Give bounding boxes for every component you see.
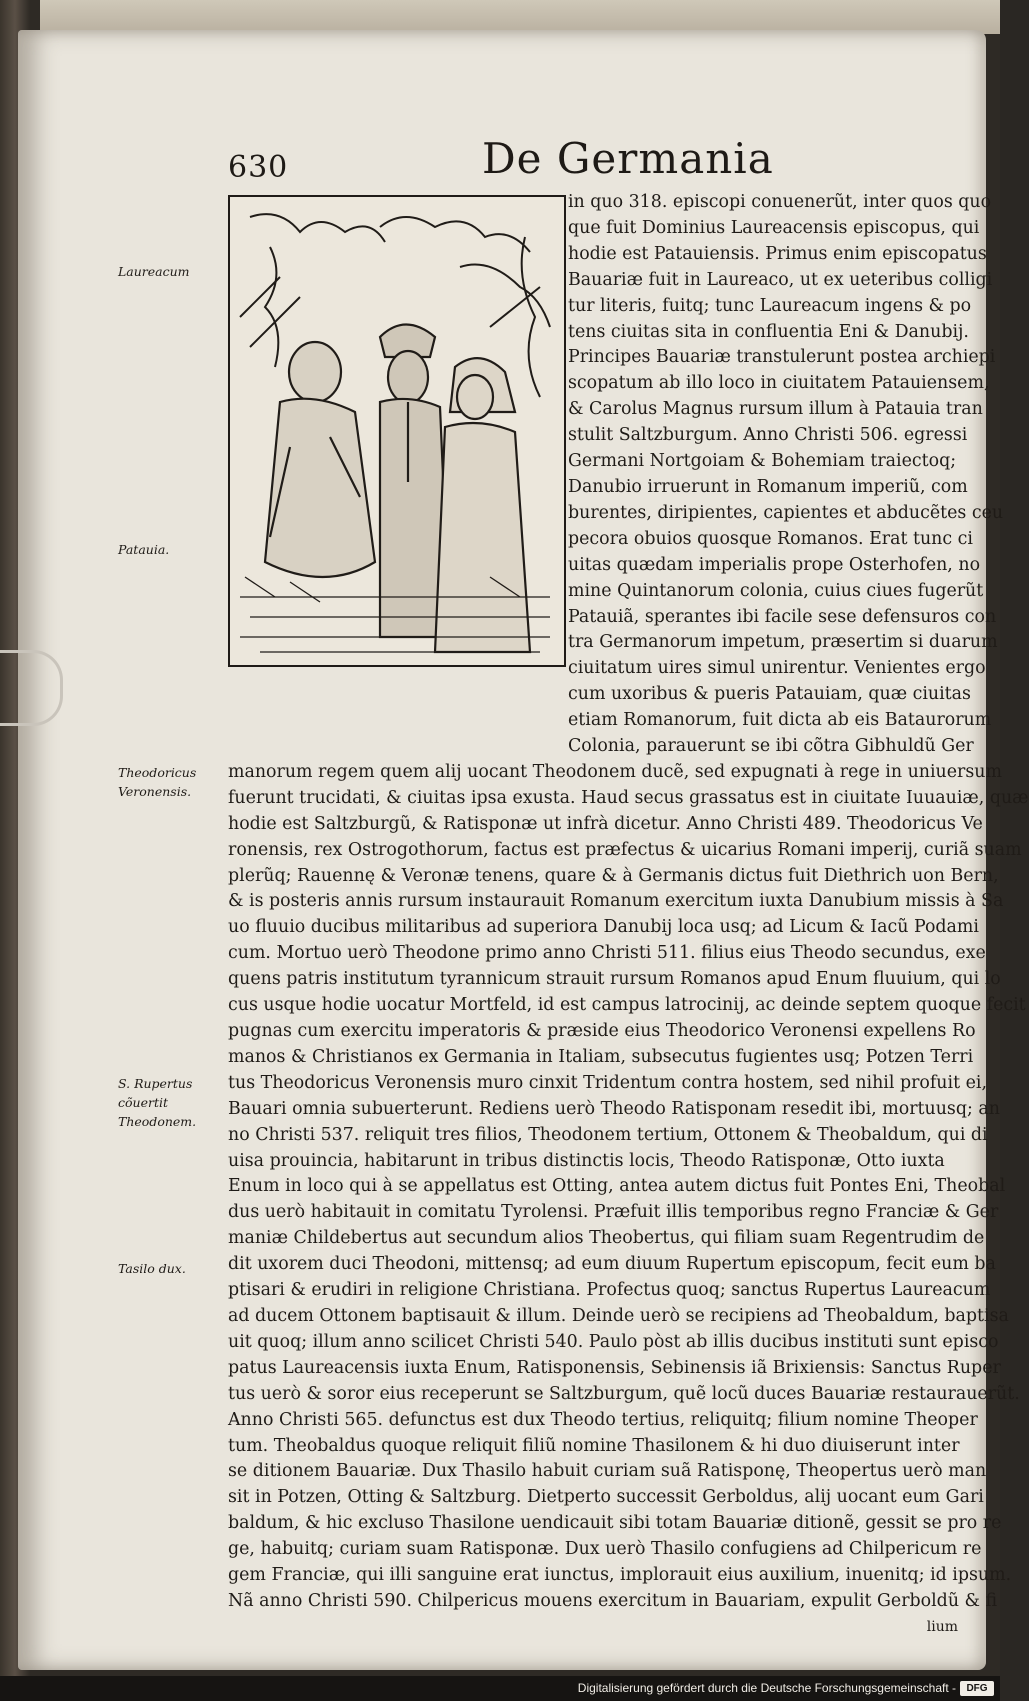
- text-line: etiam Romanorum, fuit dicta ab eis Bataurorum: [568, 710, 992, 731]
- text-line: se ditionem Bauariæ. Dux Thasilo habuit curiam suã Ratisponę, Theopertus uerò man: [228, 1461, 987, 1482]
- text-line: dit uxorem duci Theodoni, mittensq; ad eum diuum Rupertum episcopum, fecit eum ba: [228, 1254, 996, 1275]
- text-line: manorum regem quem alij uocant Theodonem ducẽ, sed expugnati à rege in uniuersum: [228, 761, 1002, 782]
- text-line: ge, habuitq; curiam suam Ratisponæ. Dux uerò Thasilo confugiens ad Chilpericum re: [228, 1539, 982, 1560]
- text-line: Danubio irruerunt in Romanum imperiũ, com: [568, 476, 968, 497]
- text-line: hodie est Saltzburgũ, & Ratisponæ ut infrà dicetur. Anno Christi 489. Theodoricus Ve: [228, 813, 983, 834]
- text-line: patus Laureacensis iuxta Enum, Ratisponensis, Sebinensis iã Brixiensis: Sanctus Ruper: [228, 1357, 1001, 1378]
- dfg-logo-icon: DFG: [960, 1681, 994, 1696]
- text-line: cum. Mortuo uerò Theodone primo anno Christi 511. filius eius Theodo secundus, exe: [228, 943, 986, 964]
- text-line: uisa prouincia, habitarunt in tribus distinctis locis, Theodo Ratisponæ, Otto iuxta: [228, 1150, 945, 1171]
- text-line: stulit Saltzburgum. Anno Christi 506. egressi: [568, 425, 968, 446]
- text-line: scopatum ab illo loco in ciuitatem Patauiensem,: [568, 373, 990, 394]
- text-line: tus Theodoricus Veronensis muro cinxit Tridentum contra hostem, sed nihil profuit ei,: [228, 1072, 987, 1093]
- text-line: no Christi 537. reliquit tres filios, Theodonem tertium, Ottonem & Theobaldum, qui di: [228, 1124, 988, 1145]
- text-line: que fuit Dominius Laureacensis episcopus, qui: [568, 217, 980, 238]
- text-line: maniæ Childebertus aut secundum alios Theobertus, qui filiam suam Regentrudim de: [228, 1228, 985, 1249]
- text-line: hodie est Patauiensis. Primus enim episcopatus: [568, 243, 987, 264]
- body-text: [228, 190, 1029, 1641]
- page-number: 630: [228, 150, 289, 185]
- text-line: gem Franciæ, qui illi sanguine erat iunctus, implorauit eius auxilium, inuenitq; id ipsum.: [228, 1565, 1012, 1586]
- text-line: Nã anno Christi 590. Chilpericus mouens exercitum in Bauariam, expulit Gerboldũ & fi: [228, 1590, 998, 1611]
- footer-bar: [0, 1676, 1000, 1701]
- text-line: ptisari & erudiri in religione Christiana. Profectus quoq; sanctus Rupertus Laureacum: [228, 1280, 991, 1301]
- text-line: tus uerò & soror eius receperunt se Saltzburgum, quẽ locũ duces Bauariæ restaurauerũt.: [228, 1383, 1020, 1404]
- marginal-note-laureacum: Laureacum: [118, 264, 190, 279]
- marginal-note-rupertus: S. Rupertus cõuertit Theodonem.: [118, 1076, 197, 1129]
- text-line: in quo 318. episcopi conuenerũt, inter quos quo: [568, 192, 992, 212]
- page-top-edge: [40, 0, 1000, 34]
- text-line: burentes, diripientes, capientes et abducẽtes ceu: [568, 502, 1004, 523]
- text-line: mine Quintanorum colonia, cuius ciues fugerũt: [568, 580, 984, 601]
- catchword: lium: [926, 1618, 958, 1635]
- text-line: ciuitatum uires simul unirentur. Venientes ergo: [568, 658, 986, 679]
- text-line: tum. Theobaldus quoque reliquit filiũ nomine Thasilonem & hi duo diuiserunt inter: [228, 1435, 960, 1456]
- text-line: & Carolus Magnus rursum illum à Patauia tran: [568, 399, 983, 420]
- text-line: manos & Christianos ex Germania in Italiam, subsecutus fugientes usq; Potzen Terri: [228, 1046, 974, 1067]
- text-line: ronensis, rex Ostrogothorum, factus est præfectus & uicarius Romani imperij, curiã suam: [228, 839, 1022, 860]
- text-line: tens ciuitas sita in confluentia Eni & Danubij.: [568, 321, 969, 342]
- text-line: pecora obuios quosque Romanos. Erat tunc ci: [568, 528, 973, 549]
- text-line: cus usque hodie uocatur Mortfeld, id est campus latrocinij, ac deinde septem quoque fecit: [228, 995, 1026, 1016]
- text-line: tra Germanorum impetum, præsertim si duarum: [568, 632, 998, 653]
- marginal-note-patauia: Patauia.: [118, 542, 170, 557]
- text-line: baldum, & hic excluso Thasilone uendicauit sibi totam Bauariæ ditionẽ, gessit se pro re: [228, 1513, 1002, 1534]
- text-line: ad ducem Ottonem baptisauit & illum. Deinde uerò se recipiens ad Theobaldum, baptisa: [228, 1305, 1009, 1326]
- text-line: Colonia, parauerunt se ibi cõtra Gibhuldũ Ger: [568, 736, 974, 757]
- text-line: Enum in loco qui à se appellatus est Otting, antea autem dictus fuit Pontes Eni, Theobal: [228, 1176, 1006, 1197]
- marginal-note-tasilo: Tasilo dux.: [118, 1261, 186, 1276]
- running-title: De Germania: [482, 134, 774, 183]
- text-line: fuerunt trucidati, & ciuitas ipsa exusta. Haud secus grassatus est in ciuitate Iuuauiæ, quæ: [228, 787, 1029, 808]
- text-line: Germani Nortgoiam & Bohemiam traiectoq;: [568, 451, 957, 472]
- text-line: Bauariæ fuit in Laureaco, ut ex ueteribus colligi: [568, 269, 993, 290]
- text-line: uo fluuio ducibus militaribus ad superiora Danubij loca usq; ad Licum & Iacũ Podami: [228, 917, 979, 938]
- text-line: pugnas cum exercitu imperatoris & præside eius Theodorico Veronensi expellens Ro: [228, 1021, 976, 1041]
- text-line: uitas quædam imperialis prope Osterhofen, no: [568, 554, 981, 575]
- footer-credit: Digitalisierung gefördert durch die Deutsche Forschungsgemeinschaft -: [577, 1681, 956, 1695]
- text-line: uit quoq; illum anno scilicet Christi 540. Paulo pòst ab illis ducibus instituti sunt episco: [228, 1331, 999, 1352]
- text-line: Patauiã, sperantes ibi facile sese defensuros con: [568, 606, 997, 627]
- text-line: sit in Potzen, Otting & Saltzburg. Dietperto successit Gerboldus, alij uocant eum Gari: [228, 1487, 984, 1508]
- text-line: cum uxoribus & pueris Patauiam, quæ ciuitas: [568, 684, 971, 705]
- page-clip: [0, 650, 63, 726]
- marginal-note-theodoricus: Theodoricus Veronensis.: [118, 765, 197, 799]
- text-line: plerũq; Rauennę & Veronæ tenens, quare & à Germanis dictus fuit Diethrich uon Bern,: [228, 865, 999, 886]
- text-line: Anno Christi 565. defunctus est dux Theodo tertius, reliquitq; filium nomine Theoper: [228, 1409, 978, 1430]
- text-line: & is posteris annis rursum instaurauit Romanum exercitum iuxta Danubium missis à Sa: [228, 891, 1004, 912]
- text-line: quens patris institutum tyrannicum strauit rursum Romanos apud Enum fluuium, qui lo: [228, 969, 1001, 990]
- text-line: Principes Bauariæ transtulerunt postea archiepi: [568, 347, 996, 368]
- text-line: dus uerò habitauit in comitatu Tyrolensi. Præfuit illis temporibus regno Franciæ & Ger: [228, 1202, 999, 1223]
- text-line: Bauari omnia subuerterunt. Rediens uerò Theodo Ratisponam resedit ibi, mortuusq; an: [228, 1098, 1000, 1119]
- text-line: tur literis, fuitq; tunc Laureacum ingens & po: [568, 295, 972, 316]
